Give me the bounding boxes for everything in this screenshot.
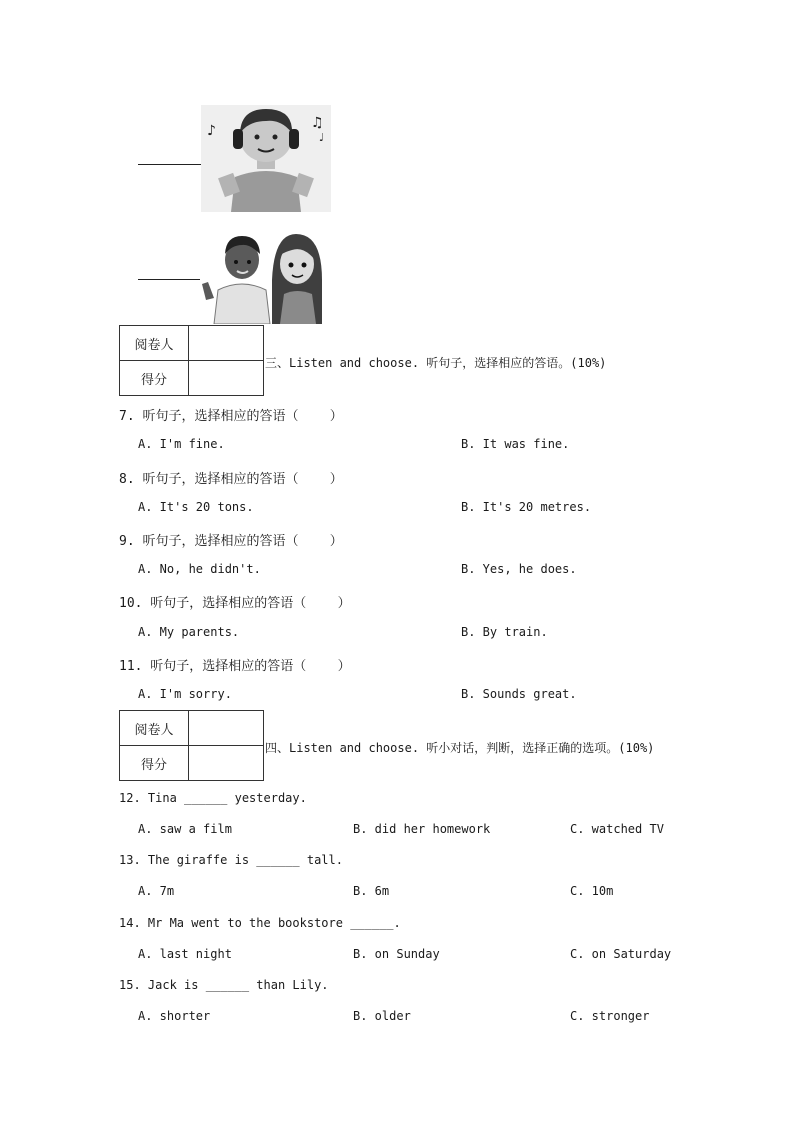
score-field[interactable] — [189, 361, 264, 396]
reviewer-label: 阅卷人 — [120, 326, 189, 361]
question-9-stem: 9. 听句子，选择相应的答语（ ） — [119, 534, 343, 549]
boy-with-headphones-picture — [201, 105, 331, 212]
question-14-option-c[interactable]: C. on Saturday — [570, 947, 672, 961]
reviewer-label: 阅卷人 — [120, 711, 189, 746]
score-label: 得分 — [120, 746, 189, 781]
question-8-option-a[interactable]: A. It's 20 tons. — [138, 500, 254, 514]
question-14-stem: 14. Mr Ma went to the bookstore ______. — [119, 916, 401, 930]
question-10-option-b[interactable]: B. By train. — [461, 625, 548, 639]
question-14-option-a[interactable]: A. last night — [138, 947, 232, 961]
question-15-stem: 15. Jack is ______ than Lily. — [119, 978, 329, 992]
question-14-option-b[interactable]: B. on Sunday — [353, 947, 440, 961]
question-13-stem: 13. The giraffe is ______ tall. — [119, 853, 343, 867]
question-12-option-b[interactable]: B. did her homework — [353, 822, 491, 836]
question-7-option-b[interactable]: B. It was fine. — [461, 437, 570, 451]
score-field[interactable] — [189, 746, 264, 781]
question-15-option-b[interactable]: B. older — [353, 1009, 411, 1023]
score-label: 得分 — [120, 361, 189, 396]
svg-text:♫: ♫ — [311, 115, 324, 131]
question-13-option-a[interactable]: A. 7m — [138, 884, 175, 898]
question-9-option-a[interactable]: A. No, he didn't. — [138, 562, 261, 576]
question-8-option-b[interactable]: B. It's 20 metres. — [461, 500, 592, 514]
question-13-option-b[interactable]: B. 6m — [353, 884, 390, 898]
question-13-option-c[interactable]: C. 10m — [570, 884, 614, 898]
reviewer-field[interactable] — [189, 326, 264, 361]
question-10-option-a[interactable]: A. My parents. — [138, 625, 240, 639]
svg-text:♩: ♩ — [319, 131, 325, 144]
question-8-stem: 8. 听句子，选择相应的答语（ ） — [119, 472, 343, 487]
question-12-option-c[interactable]: C. watched TV — [570, 822, 664, 836]
boy-and-girl-picture — [200, 220, 324, 324]
question-7-option-a[interactable]: A. I'm fine. — [138, 437, 225, 451]
section4-score-box — [119, 710, 264, 781]
section4-heading: 四、Listen and choose. 听小对话，判断，选择正确的选项。(10%) — [265, 741, 655, 755]
question-15-option-c[interactable]: C. stronger — [570, 1009, 650, 1023]
question-12-option-a[interactable]: A. saw a film — [138, 822, 232, 836]
question-11-option-b[interactable]: B. Sounds great. — [461, 687, 577, 701]
question-9-option-b[interactable]: B. Yes, he does. — [461, 562, 577, 576]
answer-blank-2[interactable] — [138, 279, 202, 280]
question-15-option-a[interactable]: A. shorter — [138, 1009, 211, 1023]
section3-score-box — [119, 325, 264, 396]
question-12-stem: 12. Tina ______ yesterday. — [119, 791, 307, 805]
question-11-stem: 11. 听句子，选择相应的答语（ ） — [119, 659, 351, 674]
question-10-stem: 10. 听句子，选择相应的答语（ ） — [119, 596, 351, 611]
question-11-option-a[interactable]: A. I'm sorry. — [138, 687, 232, 701]
answer-blank-1[interactable] — [138, 164, 202, 165]
section3-heading: 三、Listen and choose. 听句子，选择相应的答语。(10%) — [265, 356, 607, 370]
svg-text:♪: ♪ — [207, 123, 216, 139]
question-7-stem: 7. 听句子，选择相应的答语（ ） — [119, 409, 343, 424]
reviewer-field[interactable] — [189, 711, 264, 746]
